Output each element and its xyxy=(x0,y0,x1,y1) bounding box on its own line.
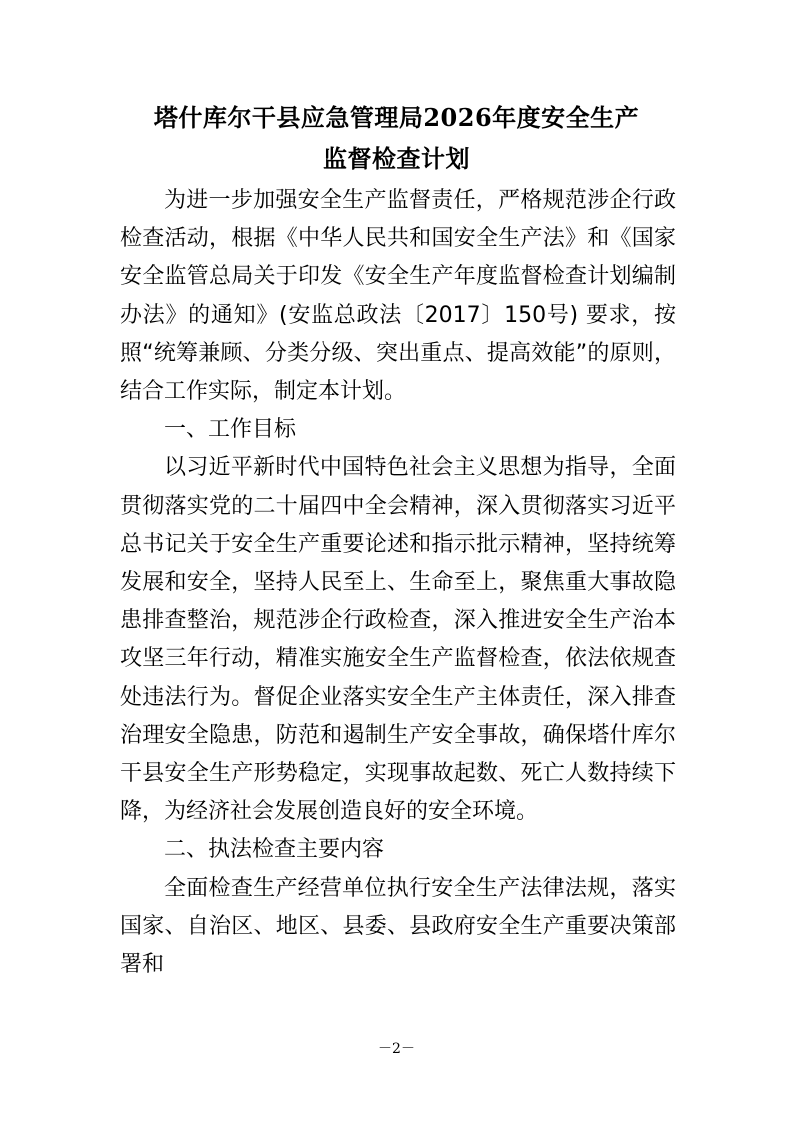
section-heading-goals: 一、工作目标 xyxy=(164,417,297,443)
document-title-line-2: 监督检查计划 xyxy=(323,144,470,173)
goals-paragraph: 以习近平新时代中国特色社会主义思想为指导，全面贯彻落实党的二十届四中全会精神，深入贯彻落实习近平总书记关于安全生产重要论述和指示批示精神，坚持统筹发展和安全，坚持人民至上、生命至上，聚焦重大事故隐患排查整治，规范涉企行政检查，深入推进安全生产治本攻坚三年行动，精准实施安全生产监督检查，依法依规查处违法行为。督促企业落实安全生产主体责任，深入排查治理安全隐患，防范和遏制生产安全事故，确保塔什库尔干县安全生产形势稳定，实现事故起数、死亡人数持续下降，为经济社会发展创造良好的安全环境。 xyxy=(120,455,676,825)
document-title-line-1: 塔什库尔干县应急管理局2026年度安全生产 xyxy=(153,103,640,132)
page-number: －2－ xyxy=(378,1041,415,1057)
document-body xyxy=(120,182,676,984)
section-heading-inspection-content: 二、执法检查主要内容 xyxy=(164,837,385,863)
inspection-content-paragraph: 全面检查生产经营单位执行安全生产法律法规，落实国家、自治区、地区、县委、县政府安全生产重要决策部署和 xyxy=(120,875,676,978)
intro-paragraph: 为进一步加强安全生产监督责任，严格规范涉企行政检查活动，根据《中华人民共和国安全生产法》和《国家安全监管总局关于印发《安全生产年度监督检查计划编制办法》的通知》(安监总政法〔2017〕150号) 要求，按照“统筹兼顾、分类分级、突出重点、提高效能”的原则，结合工作实际，制定本计划。 xyxy=(120,188,676,405)
